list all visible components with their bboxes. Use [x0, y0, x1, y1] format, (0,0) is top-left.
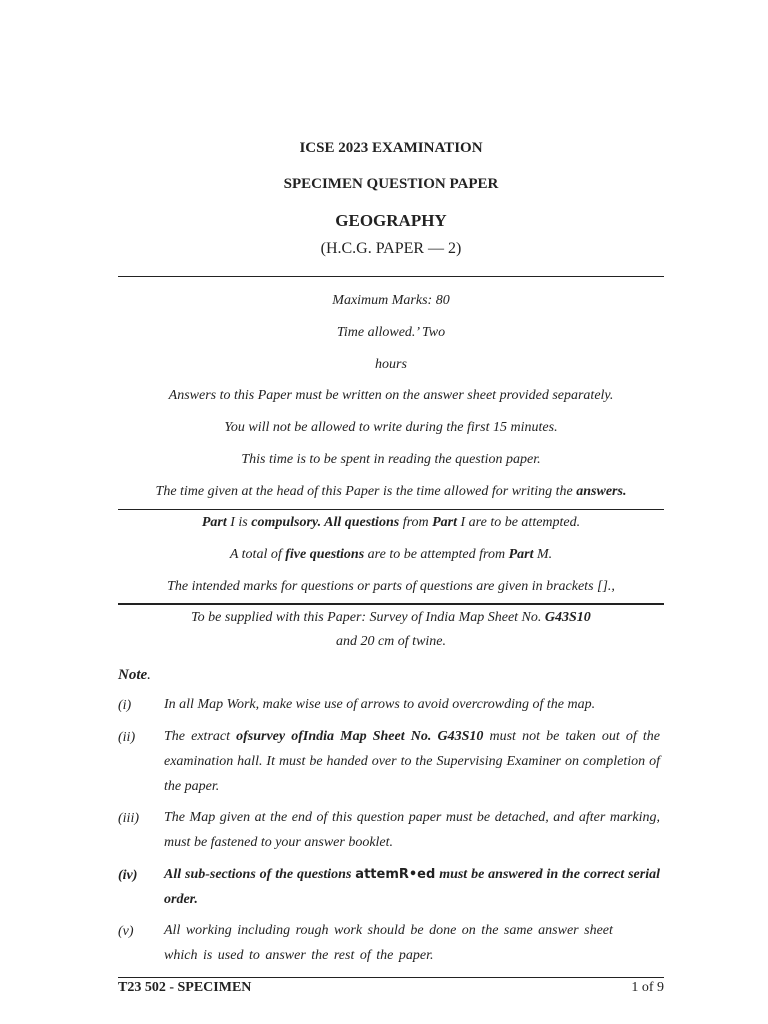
- paper-type: SPECIMEN QUESTION PAPER: [283, 176, 499, 192]
- parts-emphasis: compulsory.: [251, 515, 322, 530]
- note-text: The Map given at the end of this question paper must be detached, and after marking, must be fastened to your answer booklet.: [164, 810, 660, 850]
- parts-text: M.: [533, 547, 553, 562]
- note-item: [118, 805, 664, 855]
- time-allowed-cont: hours: [375, 357, 407, 372]
- note-text-part: All sub-sections of the questions: [164, 867, 356, 882]
- note-text-part: The extract: [164, 729, 237, 744]
- note-number: (iii): [118, 811, 139, 826]
- parts-text: I is: [226, 515, 252, 530]
- note-item: [118, 724, 664, 799]
- supply-line: and 20 cm of twine.: [335, 634, 447, 649]
- marks-note: The intended marks for questions or parts of questions are given in brackets [].,: [167, 579, 615, 594]
- parts-emphasis: five questions: [285, 547, 365, 562]
- note-number: (i): [118, 698, 132, 713]
- parts-line: [118, 547, 664, 563]
- note-number: (iv): [118, 868, 138, 883]
- note-label: Note: [118, 667, 148, 683]
- note-text: All working including rough work should be done on the same answer sheet which is used to answer the rest of the paper.: [164, 923, 613, 963]
- instruction-text: The time given at the head of this Paper is the time allowed for writing the: [155, 484, 577, 499]
- instruction-line: This time is to be spent in reading the question paper.: [241, 452, 541, 467]
- part-label: Part: [508, 547, 534, 562]
- parts-emphasis: All questions: [321, 515, 400, 530]
- paper-code: (H.C.G. PAPER — 2): [320, 240, 462, 257]
- footer-divider: [118, 977, 664, 978]
- note-dot: .: [147, 667, 151, 683]
- parts-text: are to be attempted from: [364, 547, 509, 562]
- max-marks: Maximum Marks: 80: [332, 293, 450, 308]
- parts-text: from: [399, 515, 433, 530]
- parts-text: I are to be attempted.: [457, 515, 581, 530]
- note-text-emphasis: ofsurvey ofIndia Map Sheet No. G43S10: [236, 729, 484, 744]
- divider: [118, 603, 664, 605]
- time-allowed: Time allowed.’ Two: [336, 325, 446, 340]
- note-text-part: must be answered in the correct serial order.: [164, 867, 660, 907]
- subject-title: GEOGRAPHY: [335, 211, 447, 230]
- instruction-emphasis: answers.: [576, 484, 627, 499]
- instruction-line: Answers to this Paper must be written on the answer sheet provided separately.: [168, 388, 614, 403]
- part-label: Part: [432, 515, 458, 530]
- note-item: [118, 862, 664, 912]
- footer-code: T23 502 - SPECIMEN: [118, 980, 252, 995]
- map-sheet-number: G43S10: [544, 610, 591, 625]
- parts-text: A total of: [229, 547, 286, 562]
- supply-line: [118, 610, 664, 626]
- note-text: [164, 724, 660, 799]
- supply-text: To be supplied with this Paper: Survey of India Map Sheet No.: [191, 610, 545, 625]
- divider: [118, 509, 664, 510]
- note-text: In all Map Work, make wise use of arrows to avoid overcrowding of the map.: [164, 697, 596, 712]
- note-number: (v): [118, 924, 134, 939]
- exam-title: ICSE 2023 EXAMINATION: [299, 140, 483, 156]
- instruction-line: You will not be allowed to write during the first 15 minutes.: [224, 420, 558, 435]
- note-text-part: must not be taken out of the examination hall. It must be handed over to the Supervising Examiner on completion of the paper.: [164, 729, 660, 794]
- page-number: 1 of 9: [631, 980, 664, 995]
- note-text-garbled: attemR•ed: [355, 867, 436, 882]
- instruction-line: [118, 484, 664, 500]
- parts-line: [118, 515, 664, 531]
- note-item: [118, 918, 664, 968]
- note-text: [164, 862, 660, 912]
- note-heading: [118, 667, 151, 684]
- part-label: Part: [201, 515, 227, 530]
- divider: [118, 276, 664, 277]
- note-number: (ii): [118, 730, 136, 745]
- note-item: [118, 692, 664, 718]
